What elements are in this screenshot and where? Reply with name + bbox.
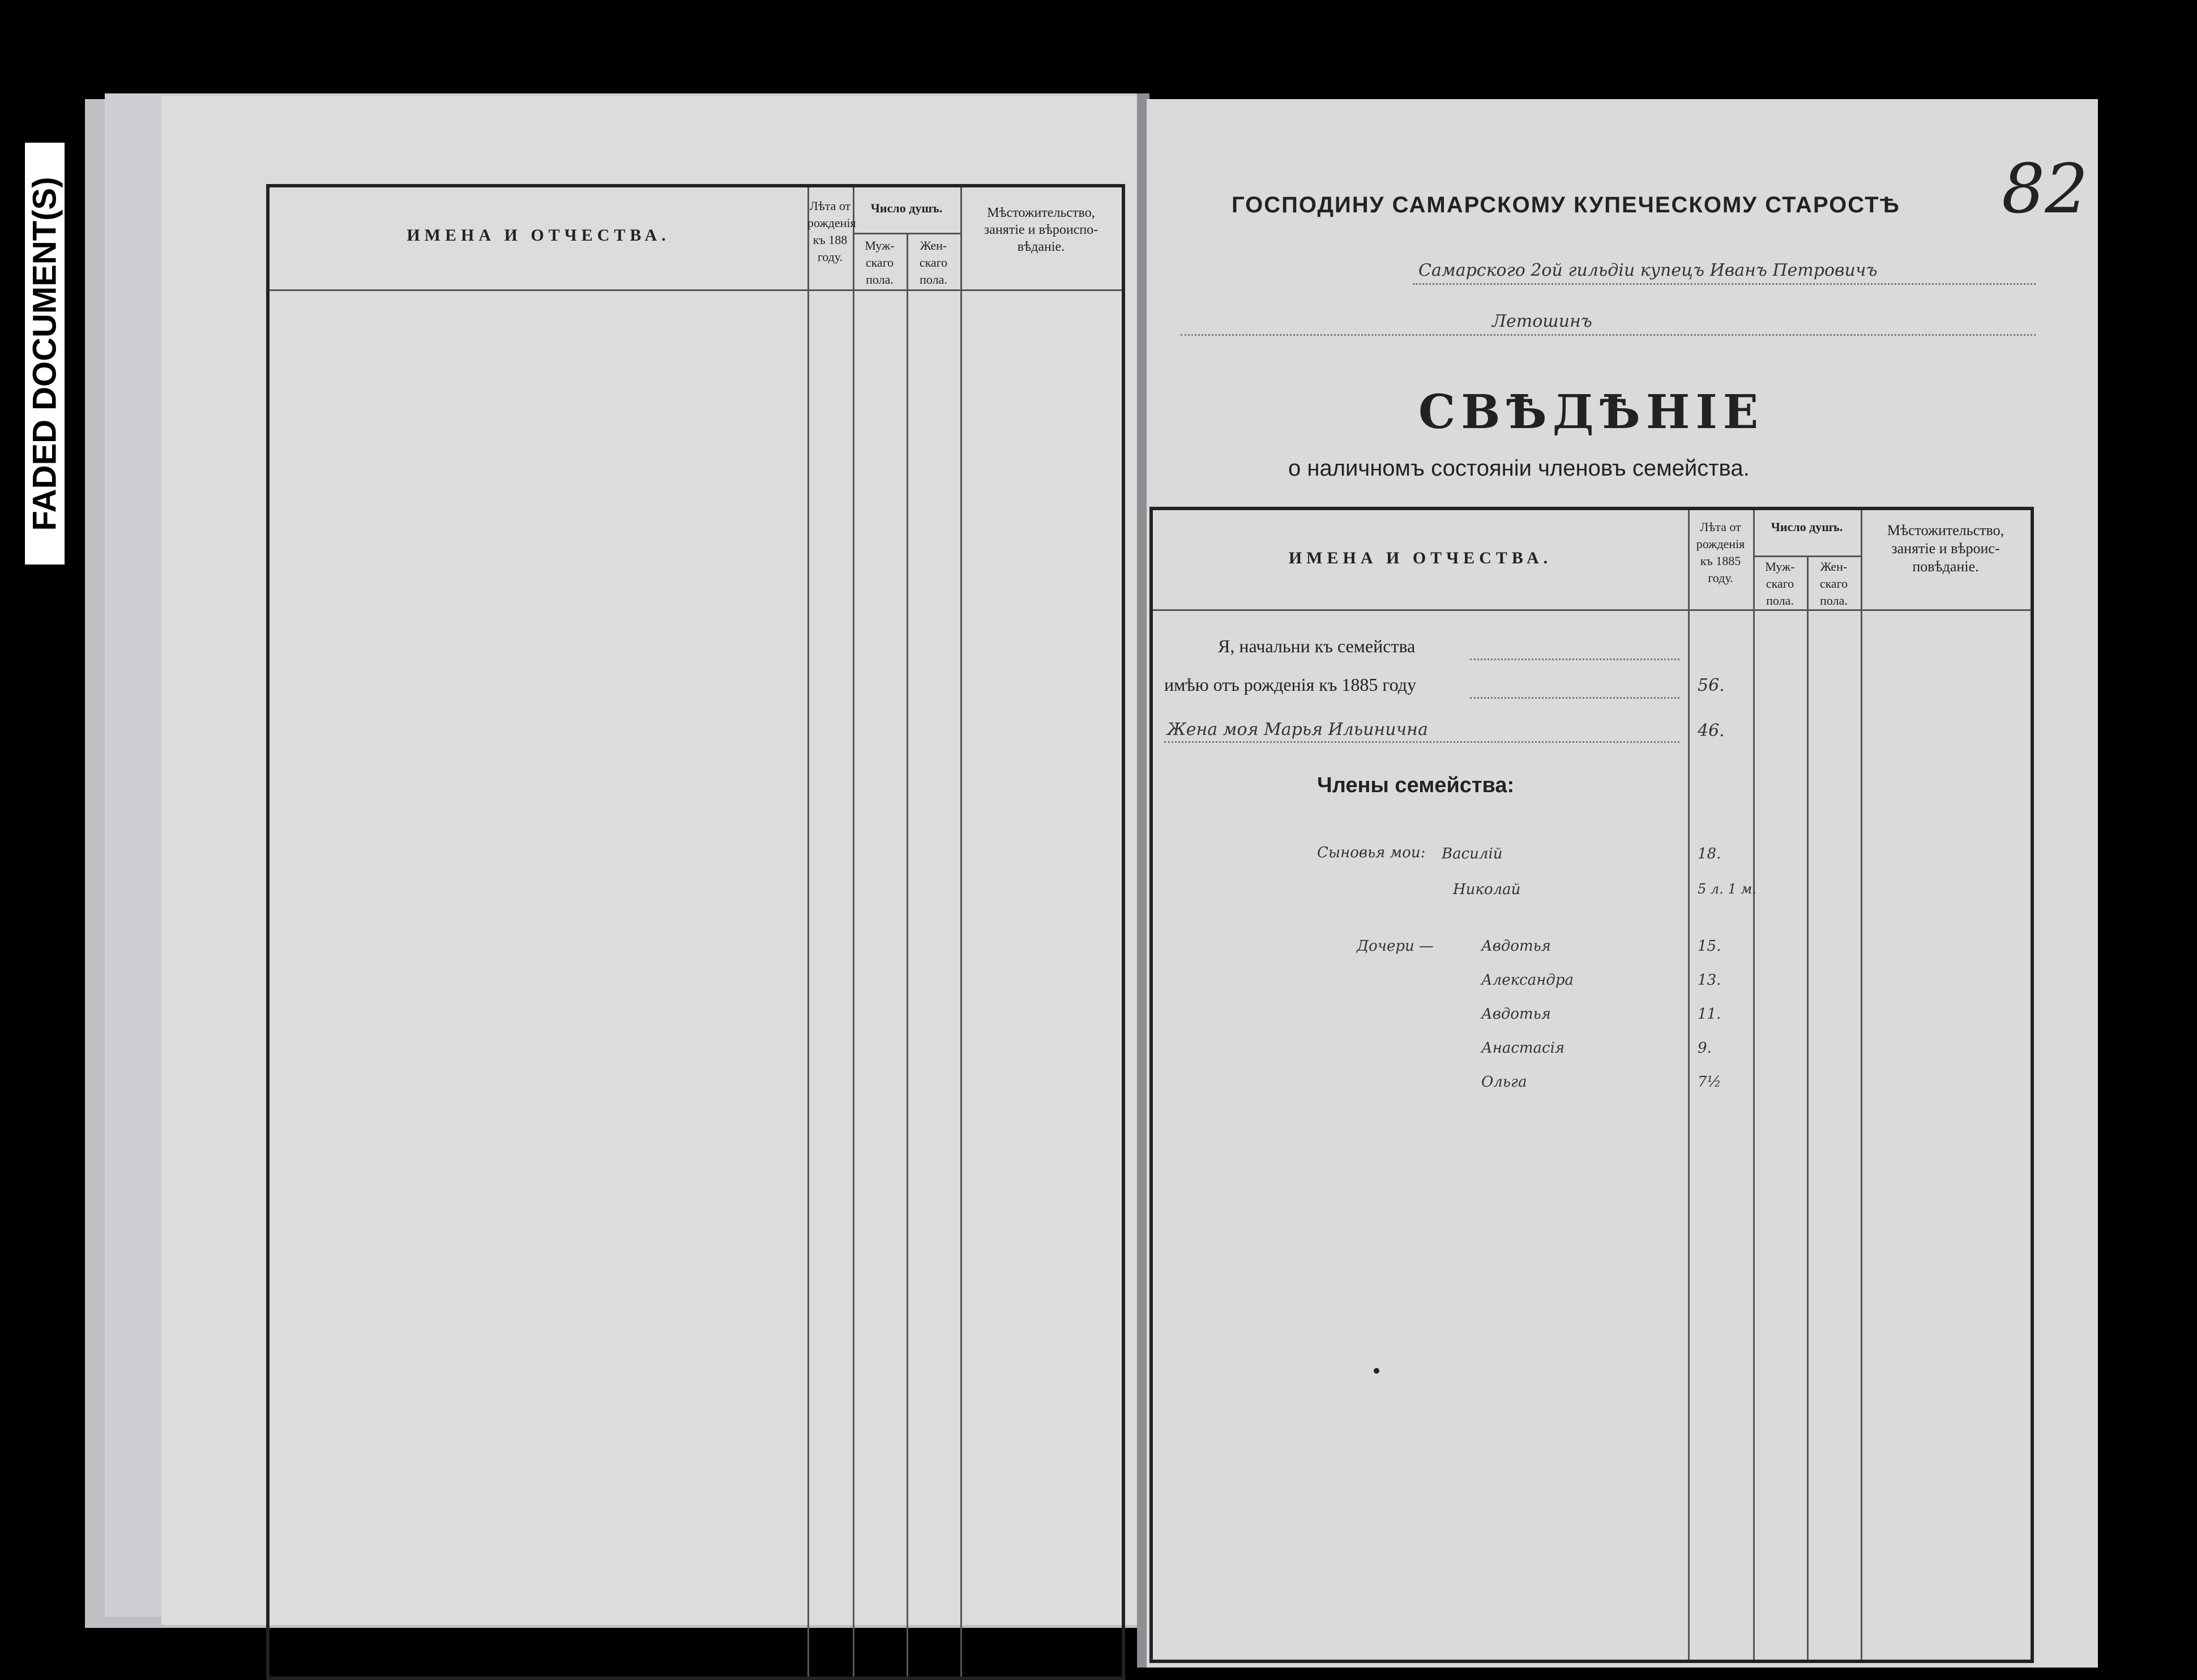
left-years-header: Лѣта от рожденія къ 188 году.	[807, 199, 856, 264]
wife-entry: Жена моя Марья Ильинична	[1167, 720, 1428, 739]
merchant-line: Самарского 2ой гильдіи купецъ Иванъ Петровичъ	[1418, 260, 1878, 280]
right-register-table	[1149, 507, 2034, 1663]
faded-document-text: FADED DOCUMENT(S)	[26, 176, 63, 531]
right-male-header: Муж- скаго пола.	[1765, 559, 1795, 608]
head-birth-line: имѣю отъ рожденія къ 1885 году	[1164, 674, 1417, 695]
member-name: Александра	[1481, 972, 1574, 989]
head-of-family-line: Я, начальни къ семейства	[1218, 636, 1416, 656]
left-header-rule	[270, 289, 1122, 291]
member-age: 9.	[1698, 1040, 1712, 1057]
right-header-rule	[1153, 609, 2031, 611]
merchant-dotline	[1413, 283, 2036, 285]
head-line-1-dots	[1470, 659, 1679, 660]
member-name: Ольга	[1481, 1074, 1527, 1091]
sons-label: Сыновья мои:	[1317, 844, 1426, 861]
left-page	[161, 96, 1138, 1625]
left-col-divider-4	[960, 187, 962, 1677]
member-age: 18.	[1698, 845, 1721, 862]
daughters-label: Дочери —	[1357, 938, 1434, 955]
right-col-divider-3	[1807, 555, 1809, 1660]
right-souls-header: Число душъ.	[1771, 520, 1843, 534]
members-heading: Члены семейства:	[1317, 773, 1515, 797]
left-souls-rule	[853, 233, 960, 234]
left-col-divider-2	[853, 187, 854, 1677]
member-age: 13.	[1698, 972, 1721, 989]
member-name: Василій	[1442, 845, 1503, 862]
left-col-divider-1	[807, 187, 809, 1677]
document-subtitle: о наличномъ состояніи членовъ семейства.	[1288, 456, 1750, 481]
left-names-header: ИМЕНА И ОТЧЕСТВА.	[407, 226, 670, 245]
right-col-divider-1	[1688, 510, 1690, 1660]
left-register-table	[266, 184, 1125, 1680]
wife-age: 46.	[1698, 721, 1725, 741]
member-name: Авдотья	[1481, 938, 1551, 955]
right-col-divider-2	[1753, 510, 1755, 1660]
address-line: ГОСПОДИНУ САМАРСКОМУ КУПЕЧЕСКОМУ СТАРОСТѢ	[1232, 193, 1901, 217]
right-souls-rule	[1753, 555, 1861, 557]
merchant-surname: Летошинъ	[1492, 311, 1592, 331]
left-souls-header: Число душъ.	[870, 201, 943, 215]
member-age: 15.	[1698, 938, 1721, 955]
faded-document-label	[23, 140, 67, 567]
member-name: Анастасія	[1481, 1040, 1565, 1057]
left-male-header: Муж- скаго пола.	[865, 238, 895, 287]
document-title: СВѢДѢНІЕ	[1418, 385, 1764, 439]
member-age: 11.	[1698, 1006, 1721, 1023]
left-col-divider-3	[907, 233, 908, 1677]
right-female-header: Жен- скаго пола.	[1819, 559, 1848, 608]
left-female-header: Жен- скаго пола.	[919, 238, 948, 287]
right-residence-header: Мѣстожительство, занятіе и вѣроис- повѣданіе.	[1887, 522, 2004, 575]
member-name: Николай	[1453, 881, 1521, 898]
left-residence-header: Мѣстожительство, занятіе и вѣроиспо- вѣданіе.	[984, 206, 1098, 254]
right-years-header: Лѣта от рожденія къ 1885 году.	[1696, 520, 1745, 585]
member-age: 5 л. 1 м.	[1698, 881, 1756, 897]
right-col-divider-4	[1861, 510, 1862, 1660]
right-names-header: ИМЕНА И ОТЧЕСТВА.	[1288, 549, 1553, 567]
right-page	[1147, 99, 2098, 1668]
surname-dotline	[1181, 334, 2036, 336]
member-age: 7½	[1698, 1074, 1721, 1091]
head-age: 56.	[1698, 676, 1725, 695]
member-name: Авдотья	[1481, 1006, 1551, 1023]
wife-dots	[1164, 741, 1679, 743]
page-number: 82	[2002, 150, 2088, 229]
head-line-2-dots	[1470, 697, 1679, 699]
ink-dot	[1374, 1368, 1379, 1374]
